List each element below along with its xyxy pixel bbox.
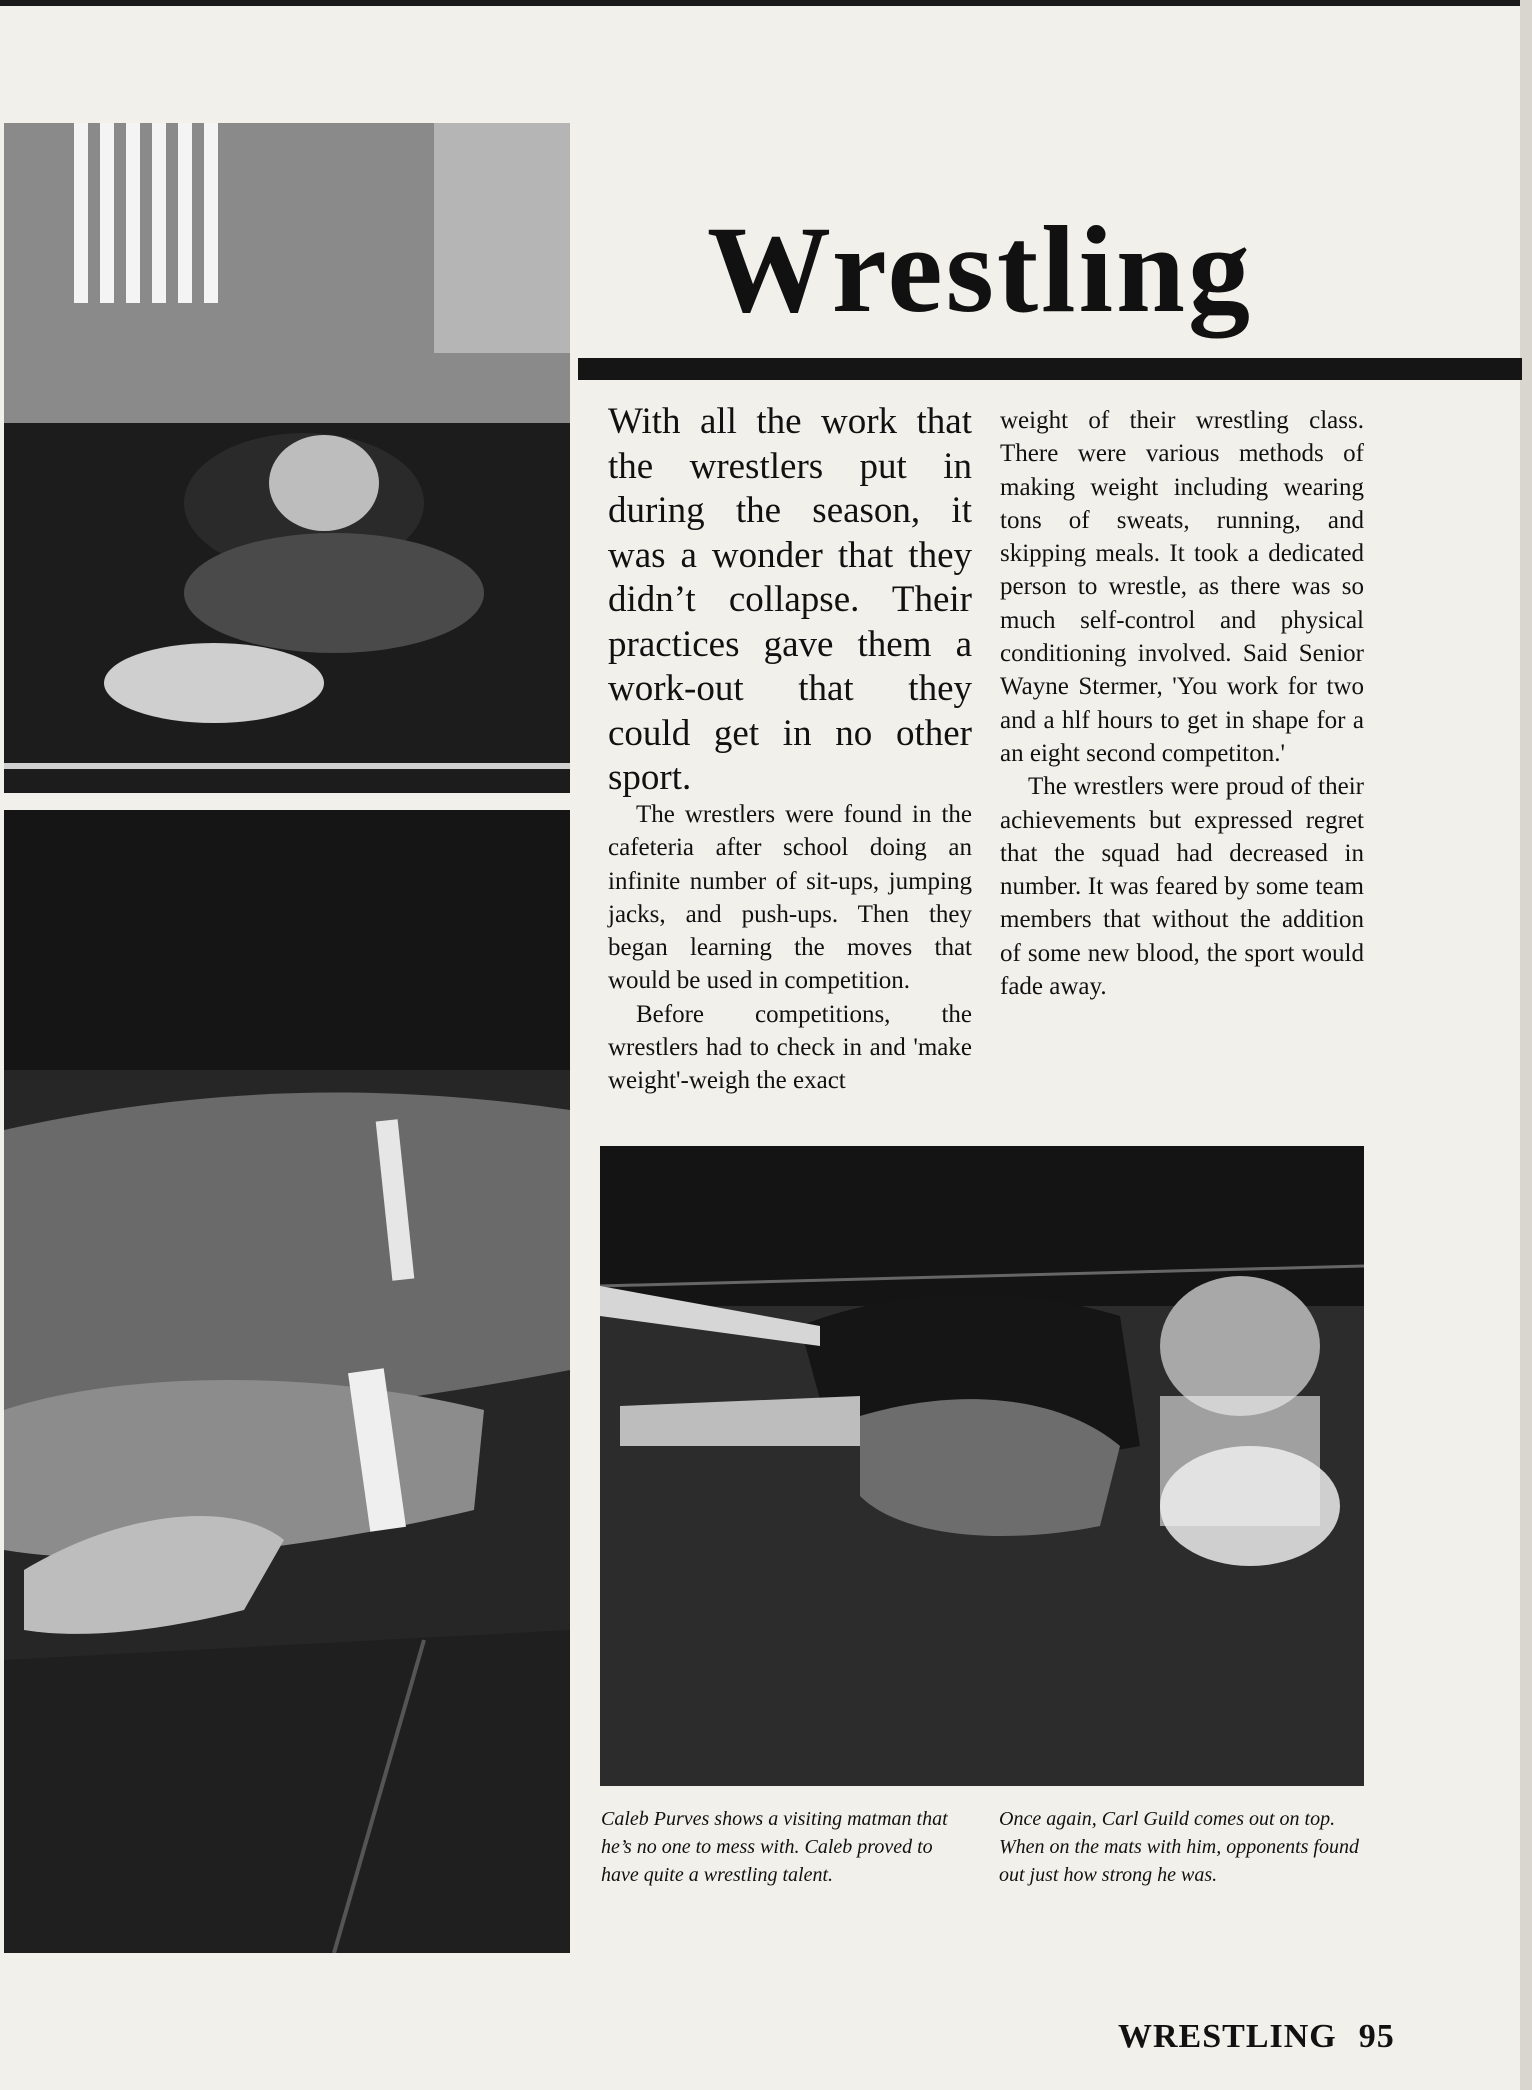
photo-carl-guild: [600, 1146, 1364, 1786]
body-paragraph: weight of their wrestling class. There were various methods of making weight including wearing tons of sweats, running, and skipping meals. It took a dedicated person to wrestle, as there was so much self-control and physical conditioning involved. Said Senior Wayne Stermer, 'You work for two and a hlf hours to get in shape for a an eight second competiton.': [1000, 407, 1364, 767]
folio-page-number: 95: [1358, 2018, 1395, 2055]
body-paragraph: Before competitions, the wrestlers had to check in and 'make weight'-weigh the exact: [608, 1000, 972, 1095]
page-right-edge: [1520, 0, 1532, 2090]
page-top-edge: [0, 0, 1532, 6]
lead-paragraph: With all the work that the wrestlers put in during the season, it was a wonder that they didn’t collapse. Their practices gave them a work-out that they could get in no other sport.: [608, 401, 972, 798]
photo-referee-and-wrestlers: [4, 123, 570, 793]
page-folio: [1118, 2018, 1395, 2056]
body-column-right: [1000, 404, 1364, 1003]
body-column-left: [608, 798, 972, 1098]
caption-left: Caleb Purves shows a visiting matman that he’s no one to mess with. Caleb proved to have quite a wrestling talent.: [601, 1808, 948, 1886]
photo-wrestling-closeup: [4, 810, 570, 1953]
body-paragraph: The wrestlers were found in the cafeteria after school doing an infinite number of sit-ups, jumping jacks, and push-ups. Then they began learning the moves that would be used in competition.: [608, 801, 972, 995]
body-paragraph: The wrestlers were proud of their achievements but expressed regret that the squad had decreased in number. It was feared by some team members that without the addition of some new blood, the sport would fade away.: [1000, 773, 1364, 1001]
caption-right: Once again, Carl Guild comes out on top. When on the mats with him, opponents found out just how strong he was.: [999, 1808, 1359, 1886]
folio-section: WRESTLING: [1118, 2018, 1337, 2055]
title-rule: [578, 358, 1522, 380]
page-title: Wrestling: [706, 201, 1253, 338]
